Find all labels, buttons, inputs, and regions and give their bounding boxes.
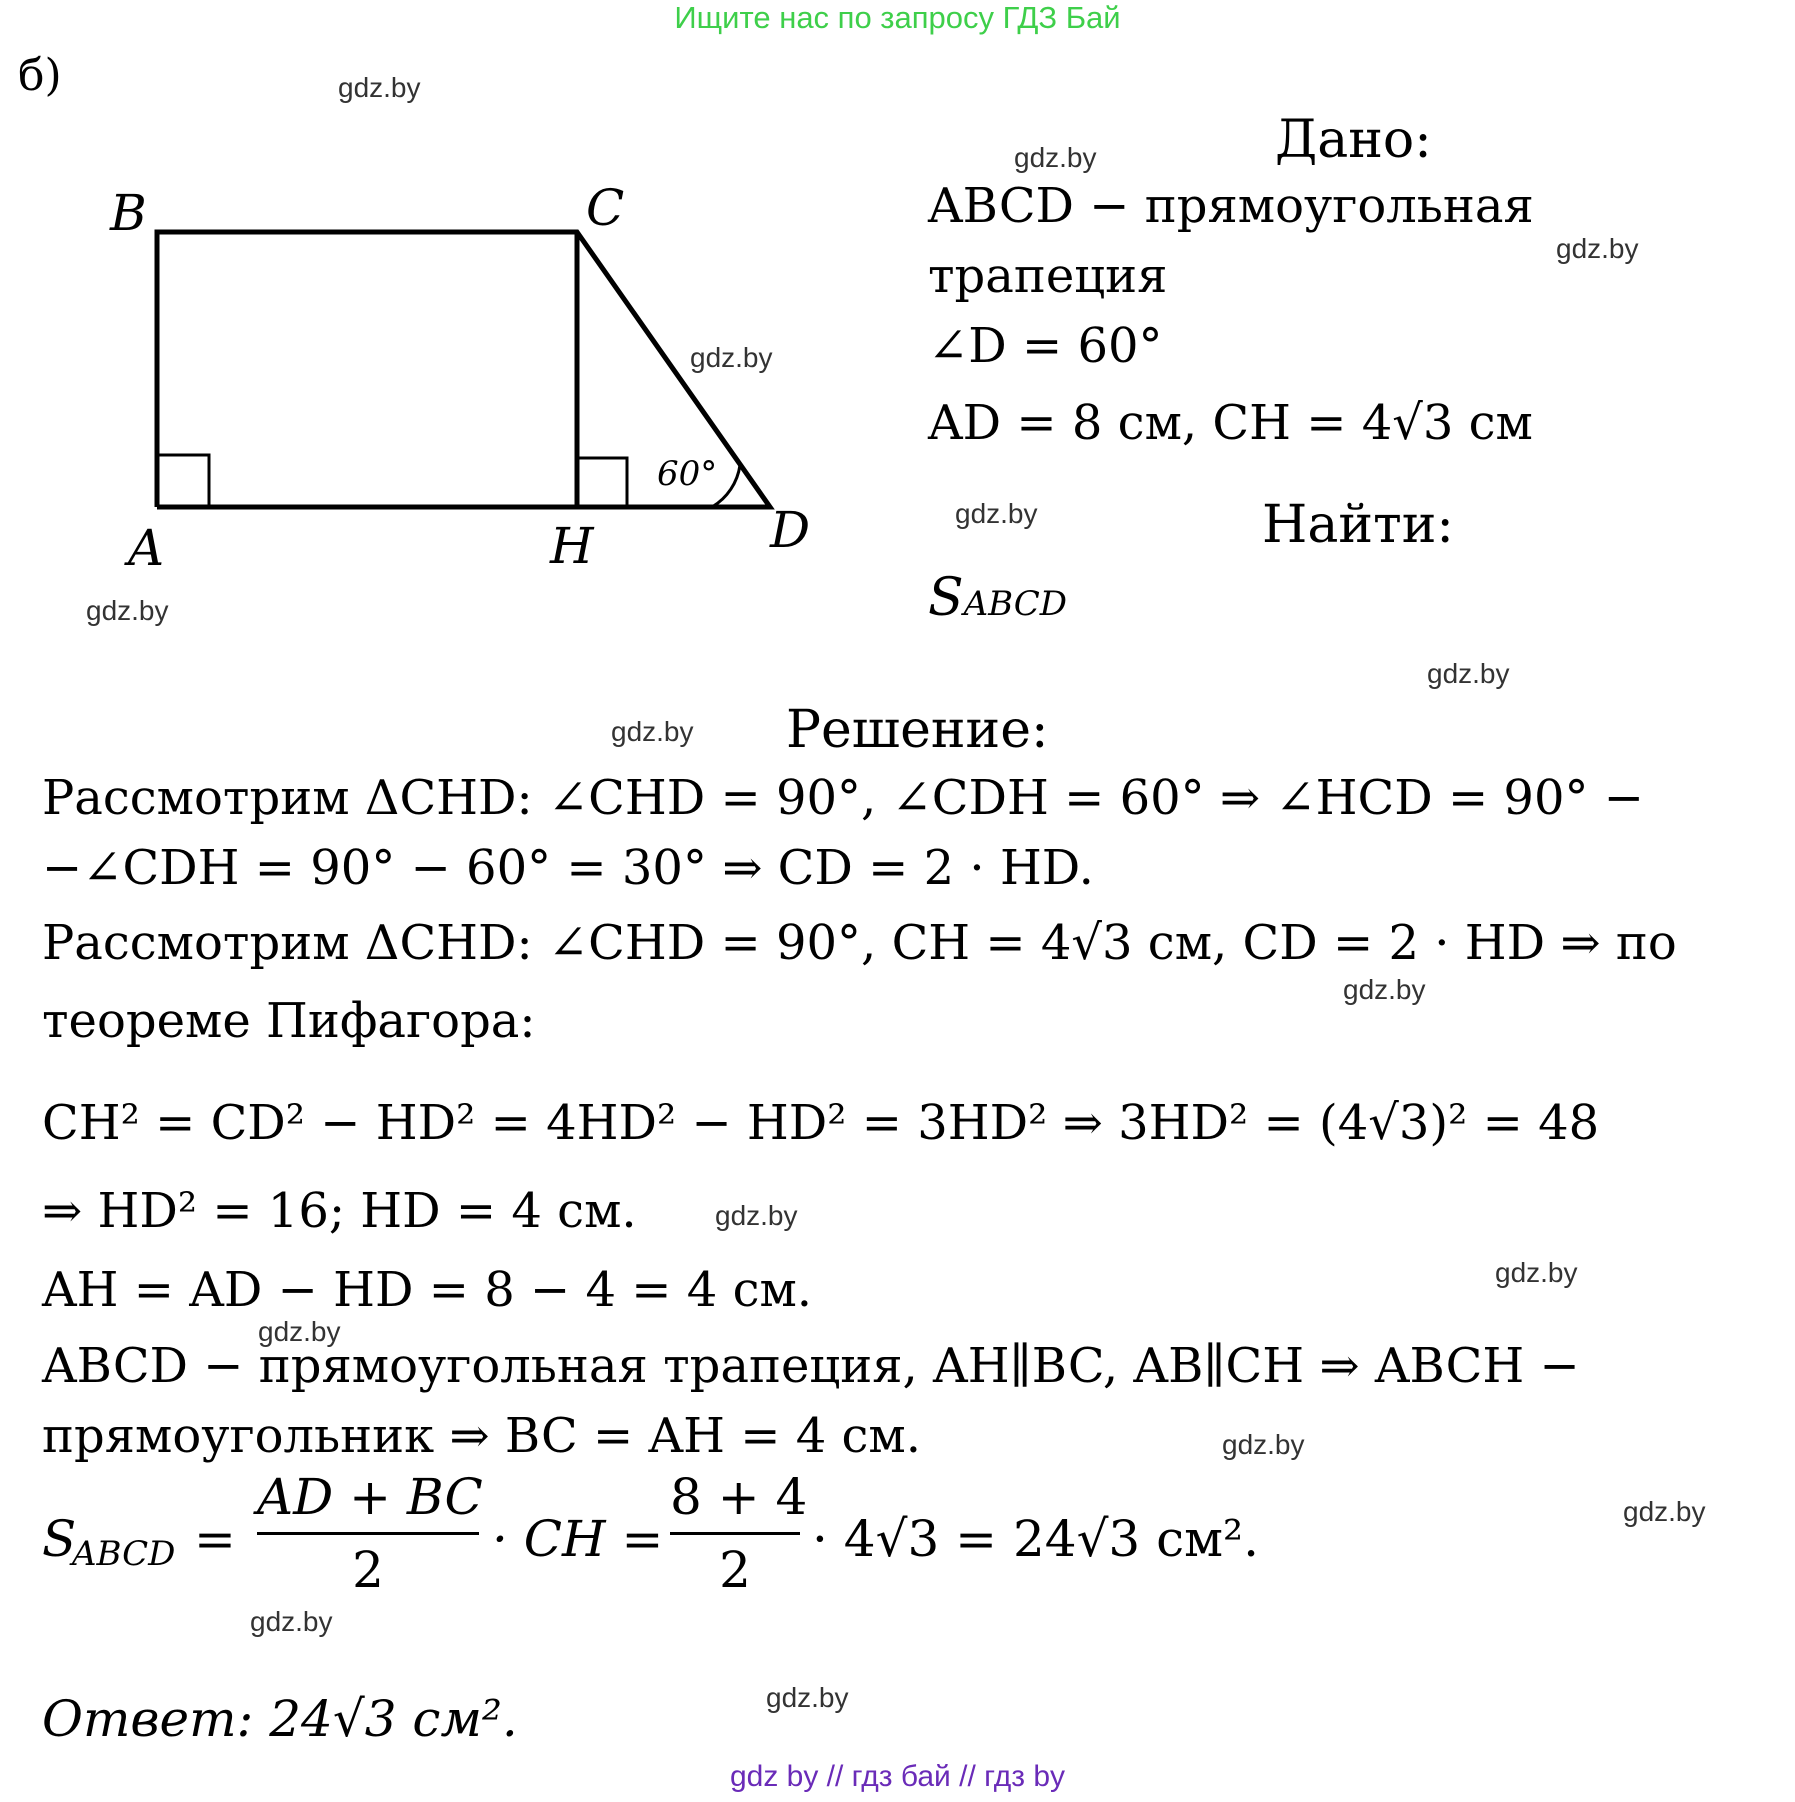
watermark: gdz.by — [1222, 1429, 1305, 1460]
watermark: gdz.by — [338, 72, 421, 103]
watermark: gdz.by — [1427, 658, 1510, 689]
solution-line: Рассмотрим ΔCHD: ∠CHD = 90°, CH = 4√3 см, CD = 2 · HD ⇒ по — [42, 915, 1677, 971]
fraction-2 — [670, 1468, 808, 1599]
find-value — [928, 568, 1067, 628]
given-line: ∠D = 60° — [928, 318, 1163, 374]
trapezoid-figure — [0, 0, 860, 600]
vertex-d: D — [770, 501, 811, 559]
top-banner[interactable]: Ищите нас по запросу ГДЗ Бай — [674, 0, 1121, 35]
given-line: ABCD − прямоугольная — [928, 178, 1534, 234]
watermark: gdz.by — [766, 1682, 849, 1713]
watermark: gdz.by — [955, 498, 1038, 529]
watermark: gdz.by — [611, 716, 694, 747]
vertex-b: B — [110, 184, 147, 242]
vertex-c: C — [586, 179, 625, 237]
area-mid: · CH = — [492, 1510, 664, 1568]
fraction-1-den: 2 — [257, 1532, 479, 1599]
given-line: AD = 8 см, CH = 4√3 см — [928, 395, 1533, 451]
footer-links[interactable]: gdz by // гдз бай // гдз by — [729, 1760, 1066, 1793]
area-formula — [42, 1468, 1342, 1628]
fraction-1-num: AD + BC — [257, 1468, 483, 1526]
part-label: б) — [18, 50, 62, 101]
fraction-1 — [257, 1468, 483, 1599]
solution-heading: Решение: — [786, 700, 1049, 760]
given-line: трапеция — [928, 248, 1168, 304]
solution-line: прямоугольник ⇒ BC = AH = 4 см. — [42, 1408, 922, 1464]
find-s: S — [928, 568, 964, 628]
watermark: gdz.by — [1556, 233, 1639, 264]
watermark: gdz.by — [86, 595, 169, 626]
watermark: gdz.by — [1014, 142, 1097, 173]
watermark: gdz.by — [1495, 1257, 1578, 1288]
answer: Ответ: 24√3 см². — [42, 1690, 518, 1748]
vertex-h: H — [550, 517, 594, 575]
watermark: gdz.by — [690, 342, 773, 373]
find-sub: ABCD — [963, 584, 1068, 624]
watermark: gdz.by — [715, 1200, 798, 1231]
area-s: S — [42, 1510, 77, 1568]
watermark: gdz.by — [1343, 974, 1426, 1005]
solution-line: AH = AD − HD = 8 − 4 = 4 см. — [42, 1262, 813, 1318]
area-sub: ABCD — [72, 1534, 176, 1574]
solution-line: CH² = CD² − HD² = 4HD² − HD² = 3HD² ⇒ 3HD² = (4√3)² = 48 — [42, 1095, 1600, 1151]
area-eq: = — [194, 1510, 236, 1568]
watermark: gdz.by — [258, 1316, 341, 1347]
solution-line: Рассмотрим ΔCHD: ∠CHD = 90°, ∠CDH = 60° ⇒ ∠HCD = 90° − — [42, 770, 1644, 826]
find-heading: Найти: — [1262, 495, 1454, 555]
solution-line: теореме Пифагора: — [42, 993, 536, 1049]
fraction-2-den: 2 — [670, 1532, 800, 1599]
watermark: gdz.by — [1623, 1496, 1706, 1527]
watermark: gdz.by — [250, 1606, 333, 1637]
given-heading: Дано: — [1275, 110, 1432, 170]
fraction-2-num: 8 + 4 — [670, 1468, 808, 1526]
solution-line: ⇒ HD² = 16; HD = 4 см. — [42, 1183, 637, 1239]
solution-line: ABCD − прямоугольная трапеция, AH∥BC, AB∥CH ⇒ ABCH − — [42, 1338, 1580, 1394]
solution-line: −∠CDH = 90° − 60° = 30° ⇒ CD = 2 · HD. — [42, 840, 1094, 896]
area-tail: · 4√3 = 24√3 см². — [812, 1510, 1259, 1568]
angle-label: 60° — [657, 454, 718, 494]
vertex-a: A — [128, 519, 165, 577]
